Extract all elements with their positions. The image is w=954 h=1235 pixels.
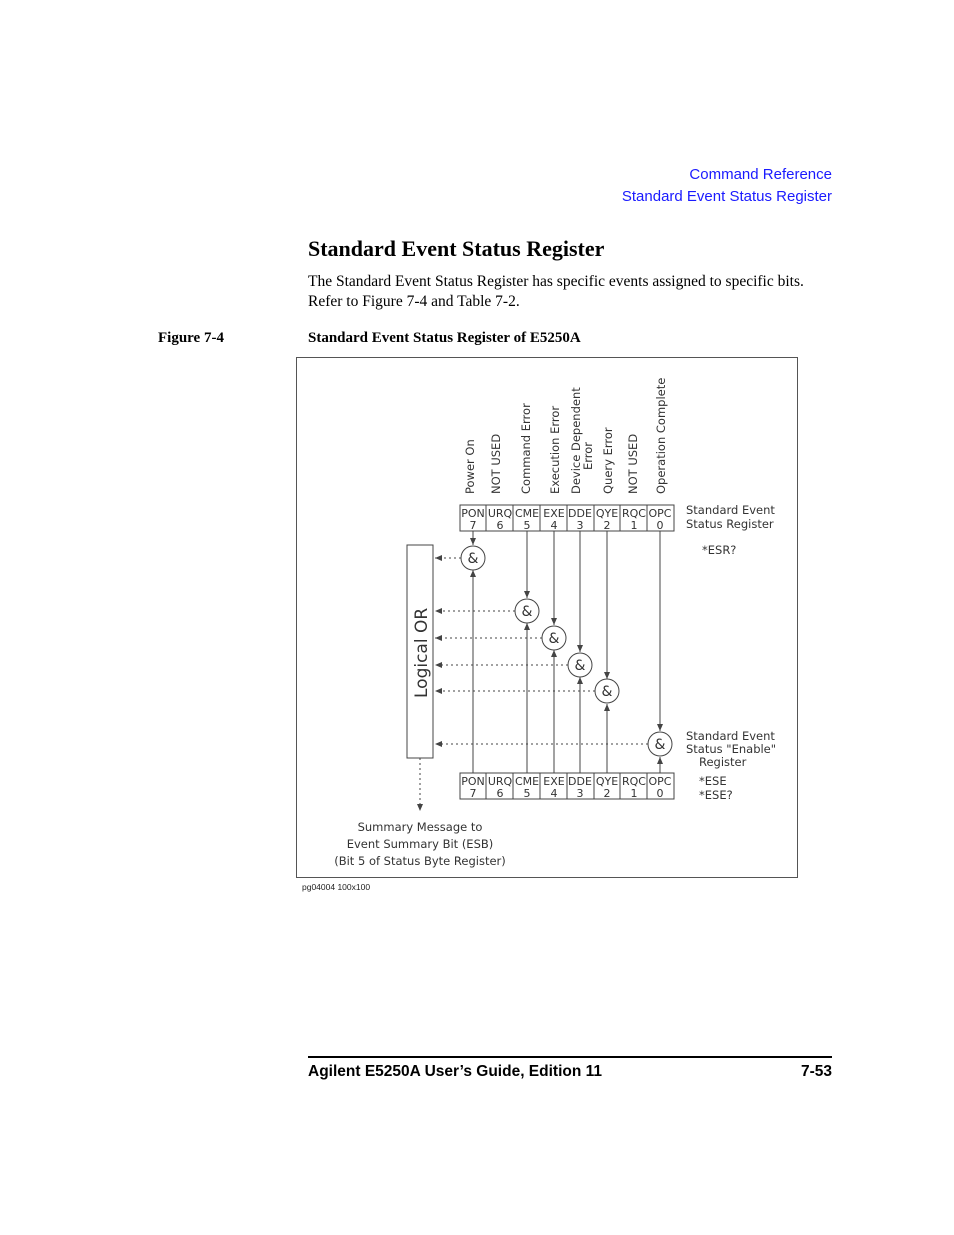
- esr-bit-num-3: 3: [576, 519, 584, 532]
- ese-bit-name-7: PON: [461, 775, 485, 788]
- and-symbol-pon: &: [467, 551, 479, 567]
- ese-bit-num-2: 2: [603, 787, 611, 800]
- esr-bit-num-2: 2: [603, 519, 611, 532]
- footer-page-number: 7-53: [800, 1063, 832, 1080]
- ese-bit-name-3: DDE: [568, 775, 592, 788]
- desc-error: Error: [581, 441, 595, 470]
- status-register-diagram: [297, 358, 797, 877]
- footer-guide-title: Agilent E5250A User’s Guide, Edition 11: [308, 1063, 603, 1080]
- ese-bit-name-0: OPC: [648, 775, 672, 788]
- ese-bit-name-5: CME: [514, 775, 540, 788]
- figure-number: Figure 7-4: [158, 330, 224, 346]
- logical-or-label: Logical OR: [412, 607, 432, 698]
- summary-line1: Summary Message to: [357, 820, 483, 834]
- ese-label-line3: Register: [699, 755, 747, 769]
- desc-device-dependent: Device Dependent: [569, 387, 583, 494]
- esr-bit-name-1: RQC: [622, 507, 646, 520]
- footer-rule: [308, 1056, 832, 1058]
- ese-label-line1: Standard Event: [686, 729, 775, 743]
- body-paragraph: The Standard Event Status Register has specific events assigned to specific bits. Refer to Figure 7-4 and Table 7-2.: [308, 273, 804, 310]
- ese-bit-num-7: 7: [469, 787, 477, 800]
- ese-bit-name-2: QYE: [595, 775, 619, 788]
- esr-bit-name-7: PON: [461, 507, 485, 520]
- esr-label-line2: Status Register: [686, 517, 774, 531]
- desc-power-on: Power On: [463, 439, 477, 494]
- section-title: Standard Event Status Register: [308, 236, 605, 261]
- ese-bit-num-5: 5: [523, 787, 531, 800]
- esr-label-line1: Standard Event: [686, 503, 775, 517]
- summary-line3: (Bit 5 of Status Byte Register): [334, 854, 506, 868]
- ese-label-line2: Status "Enable": [686, 742, 777, 756]
- esr-bit-num-7: 7: [469, 519, 477, 532]
- ese-bit-num-3: 3: [576, 787, 584, 800]
- esr-bit-num-1: 1: [630, 519, 638, 532]
- esr-bit-num-0: 0: [656, 519, 664, 532]
- esr-bit-name-6: URQ: [487, 507, 513, 520]
- ese-bit-num-4: 4: [550, 787, 558, 800]
- desc-query-error: Query Error: [601, 427, 615, 494]
- and-symbol-exe: &: [548, 631, 560, 647]
- summary-line2: Event Summary Bit (ESB): [346, 837, 494, 851]
- esr-bit-name-4: EXE: [543, 507, 565, 520]
- header-chapter[interactable]: Command Reference: [689, 166, 832, 183]
- desc-command-error: Command Error: [519, 403, 533, 494]
- esr-bit-name-3: DDE: [568, 507, 592, 520]
- ese-command: *ESE: [699, 774, 727, 788]
- desc-not-used-1: NOT USED: [626, 433, 640, 494]
- esr-bit-num-6: 6: [496, 519, 504, 532]
- and-symbol-qye: &: [601, 684, 613, 700]
- desc-execution-error: Execution Error: [548, 405, 562, 494]
- header-section[interactable]: Standard Event Status Register: [621, 188, 832, 205]
- esr-bit-name-2: QYE: [595, 507, 619, 520]
- esr-bit-num-5: 5: [523, 519, 531, 532]
- esr-bit-name-0: OPC: [648, 507, 672, 520]
- figure-caption: Standard Event Status Register of E5250A: [308, 330, 581, 346]
- ese-bit-num-1: 1: [630, 787, 638, 800]
- and-symbol-dde: &: [574, 658, 586, 674]
- ese-query: *ESE?: [699, 788, 733, 802]
- esr-bit-num-4: 4: [550, 519, 558, 532]
- esr-query: *ESR?: [702, 543, 737, 557]
- ese-bit-name-1: RQC: [622, 775, 646, 788]
- figure-id-label: pg04004 100x100: [302, 882, 371, 892]
- ese-bit-num-0: 0: [656, 787, 664, 800]
- desc-not-used-6: NOT USED: [489, 433, 503, 494]
- figure-frame: [296, 357, 798, 878]
- and-symbol-cme: &: [521, 604, 533, 620]
- ese-bit-name-6: URQ: [487, 775, 513, 788]
- desc-operation-complete: Operation Complete: [654, 377, 668, 494]
- ese-bit-num-6: 6: [496, 787, 504, 800]
- and-symbol-opc: &: [654, 737, 666, 753]
- esr-bit-name-5: CME: [514, 507, 540, 520]
- ese-bit-name-4: EXE: [543, 775, 565, 788]
